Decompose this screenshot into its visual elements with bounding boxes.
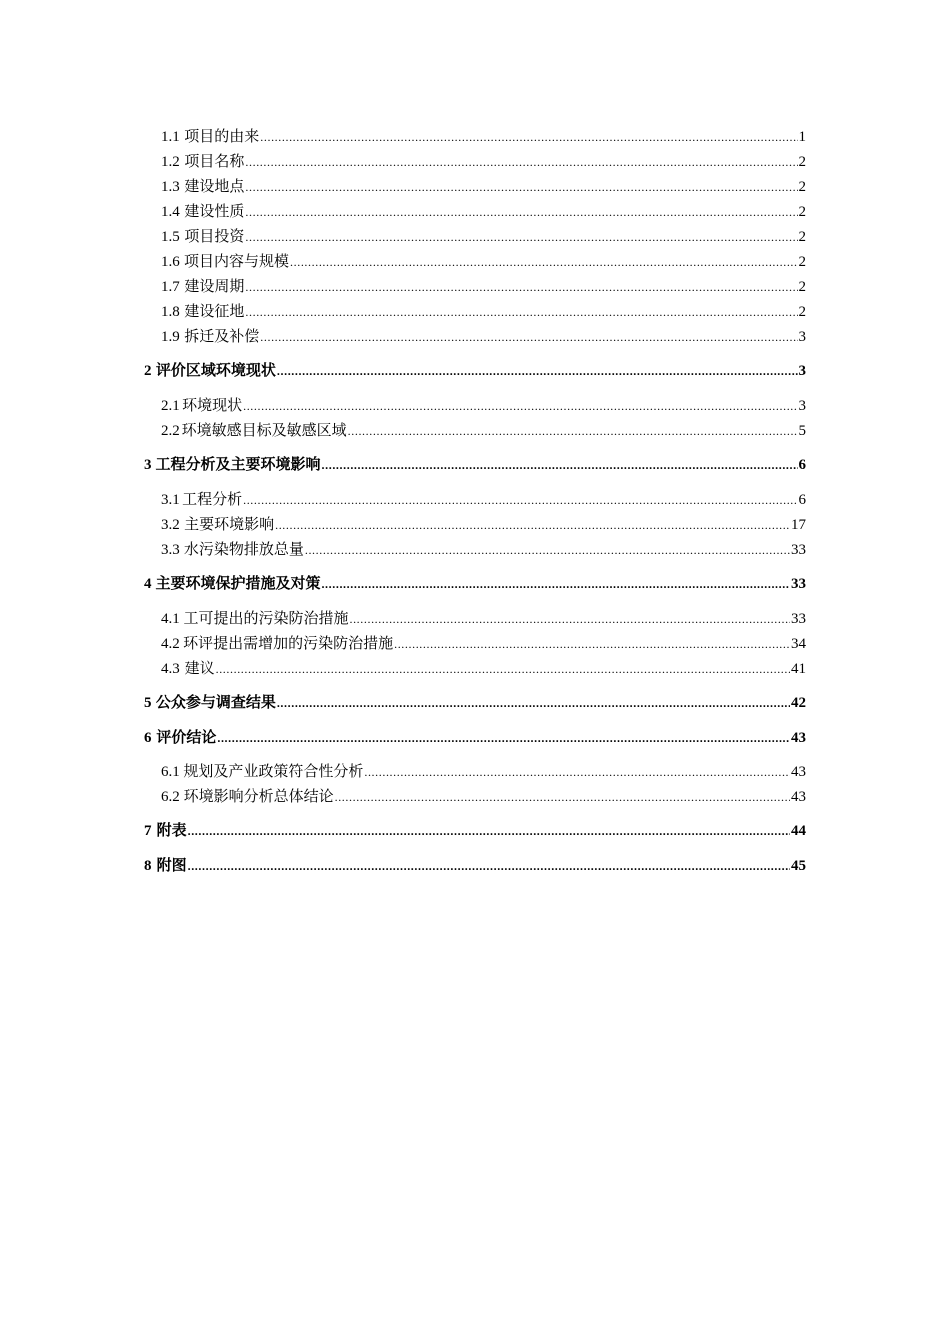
- toc-title: 建设性质: [184, 204, 245, 220]
- toc-entry[interactable]: [161, 788, 806, 806]
- toc-number: 1.3: [161, 179, 180, 195]
- toc-title: 主要环境影响: [184, 517, 275, 533]
- toc-number: 7: [144, 823, 152, 839]
- toc-number: 1.8: [161, 304, 180, 320]
- toc-leader: [245, 203, 797, 221]
- toc-leader: [305, 541, 790, 559]
- toc-entry[interactable]: [161, 328, 806, 346]
- toc-title: 主要环境保护措施及对策: [155, 576, 321, 592]
- toc-title: 项目名称: [184, 154, 245, 170]
- toc-page: 3: [798, 363, 806, 379]
- toc-title: 拆迁及补偿: [184, 329, 260, 345]
- toc-number: 2: [144, 363, 152, 379]
- toc-leader: [277, 694, 790, 712]
- toc-title: 环境敏感目标及敏感区域: [181, 423, 347, 439]
- toc-number: 3.2: [161, 517, 180, 533]
- toc-entry[interactable]: [161, 178, 806, 196]
- toc-leader: [188, 857, 790, 875]
- toc-title: 建设地点: [184, 179, 245, 195]
- toc-chapter[interactable]: [144, 857, 806, 875]
- toc-leader: [364, 763, 790, 781]
- toc-leader: [260, 328, 797, 346]
- toc-page: 2: [798, 154, 806, 170]
- toc-leader: [260, 128, 797, 146]
- toc-number: 1.2: [161, 154, 180, 170]
- toc-title: 项目内容与规模: [184, 254, 290, 270]
- toc-leader: [322, 456, 798, 474]
- toc-number: 3.1: [161, 492, 180, 508]
- toc-number: 8: [144, 858, 152, 874]
- toc-leader: [349, 610, 790, 628]
- toc-leader: [243, 397, 797, 415]
- toc-page: 41: [791, 661, 806, 677]
- toc-number: 2.1: [161, 398, 180, 414]
- toc-page: 2: [798, 229, 806, 245]
- toc-entry[interactable]: [161, 541, 806, 559]
- toc-page: 33: [791, 576, 806, 592]
- toc-title: 环境影响分析总体结论: [183, 789, 334, 805]
- toc-page: 42: [791, 695, 806, 711]
- toc-leader: [394, 635, 790, 653]
- toc-number: 2.2: [161, 423, 180, 439]
- toc-title: 评价结论: [156, 730, 217, 746]
- toc-page: 3: [798, 398, 806, 414]
- toc-page: 33: [791, 611, 806, 627]
- toc-number: 4.3: [161, 661, 180, 677]
- toc-entry[interactable]: [161, 128, 806, 146]
- toc-title: 附图: [156, 858, 187, 874]
- toc-entry[interactable]: [161, 278, 806, 296]
- toc-chapter[interactable]: [144, 362, 806, 380]
- toc-page: 2: [798, 304, 806, 320]
- toc-title: 建设征地: [184, 304, 245, 320]
- toc-leader: [335, 788, 790, 806]
- toc-page: 45: [791, 858, 806, 874]
- toc-title: 环评提出需增加的污染防治措施: [183, 636, 394, 652]
- toc-page: 44: [791, 823, 806, 839]
- toc-number: 4.1: [161, 611, 180, 627]
- toc-number: 3: [144, 457, 152, 473]
- toc-entry[interactable]: [161, 397, 806, 415]
- toc-title: 项目投资: [184, 229, 245, 245]
- toc-number: 1.1: [161, 129, 180, 145]
- toc-entry[interactable]: [161, 516, 806, 534]
- toc-title: 规划及产业政策符合性分析: [183, 764, 364, 780]
- toc-title: 工可提出的污染防治措施: [183, 611, 349, 627]
- toc-page: 6: [798, 492, 806, 508]
- toc-chapter[interactable]: [144, 729, 806, 747]
- toc-leader: [275, 516, 790, 534]
- toc-number: 1.4: [161, 204, 180, 220]
- toc-page: 1: [798, 129, 806, 145]
- toc-leader: [245, 278, 797, 296]
- toc-number: 6: [144, 730, 152, 746]
- toc-entry[interactable]: [161, 228, 806, 246]
- toc-page: 43: [791, 730, 806, 746]
- toc-number: 6.1: [161, 764, 180, 780]
- toc-entry[interactable]: [161, 422, 806, 440]
- toc-title: 建议: [184, 661, 215, 677]
- toc-number: 6.2: [161, 789, 180, 805]
- toc-leader: [245, 303, 797, 321]
- toc-page: 34: [791, 636, 806, 652]
- toc-leader: [348, 422, 798, 440]
- toc-title: 项目的由来: [184, 129, 260, 145]
- toc-page: 43: [791, 789, 806, 805]
- toc-leader: [217, 729, 790, 747]
- toc-title: 环境现状: [182, 398, 243, 414]
- toc-page: 3: [798, 329, 806, 345]
- toc-leader: [245, 178, 797, 196]
- toc-leader: [188, 822, 790, 840]
- toc-number: 5: [144, 695, 152, 711]
- toc-page: 43: [791, 764, 806, 780]
- toc-leader: [243, 491, 797, 509]
- toc-entry[interactable]: [161, 153, 806, 171]
- toc-page: 2: [798, 279, 806, 295]
- toc-title: 工程分析: [182, 492, 243, 508]
- toc-leader: [245, 228, 797, 246]
- toc-leader: [216, 660, 790, 678]
- toc-title: 附表: [156, 823, 187, 839]
- toc-chapter[interactable]: [144, 456, 806, 474]
- toc-leader: [245, 153, 797, 171]
- toc-number: 1.7: [161, 279, 180, 295]
- toc-page: 33: [791, 542, 806, 558]
- toc-entry[interactable]: [161, 635, 806, 653]
- toc-entry[interactable]: [161, 491, 806, 509]
- toc-entry[interactable]: [161, 660, 806, 678]
- toc-page: 2: [798, 254, 806, 270]
- toc-number: 1.9: [161, 329, 180, 345]
- toc-title: 水污染物排放总量: [183, 542, 304, 558]
- toc-entry[interactable]: [161, 303, 806, 321]
- toc-entry[interactable]: [161, 763, 806, 781]
- toc-title: 公众参与调查结果: [155, 695, 276, 711]
- toc-leader: [290, 253, 797, 271]
- toc-entry[interactable]: [161, 203, 806, 221]
- toc-number: 1.5: [161, 229, 180, 245]
- toc-number: 1.6: [161, 254, 180, 270]
- toc-page: 6: [798, 457, 806, 473]
- toc-chapter[interactable]: [144, 822, 806, 840]
- toc-chapter[interactable]: [144, 694, 806, 712]
- toc-number: 3.3: [161, 542, 180, 558]
- toc-chapter[interactable]: [144, 575, 806, 593]
- toc-entry[interactable]: [161, 253, 806, 271]
- toc-number: 4: [144, 576, 152, 592]
- toc-leader: [277, 362, 798, 380]
- toc-leader: [321, 575, 790, 593]
- toc-page: 2: [798, 179, 806, 195]
- toc-title: 建设周期: [184, 279, 245, 295]
- toc-title: 工程分析及主要环境影响: [155, 457, 321, 473]
- toc-page: 5: [798, 423, 806, 439]
- toc-number: 4.2: [161, 636, 180, 652]
- toc-title: 评价区域环境现状: [155, 363, 276, 379]
- toc-page: 2: [798, 204, 806, 220]
- toc-page: 17: [791, 517, 806, 533]
- toc-entry[interactable]: [161, 610, 806, 628]
